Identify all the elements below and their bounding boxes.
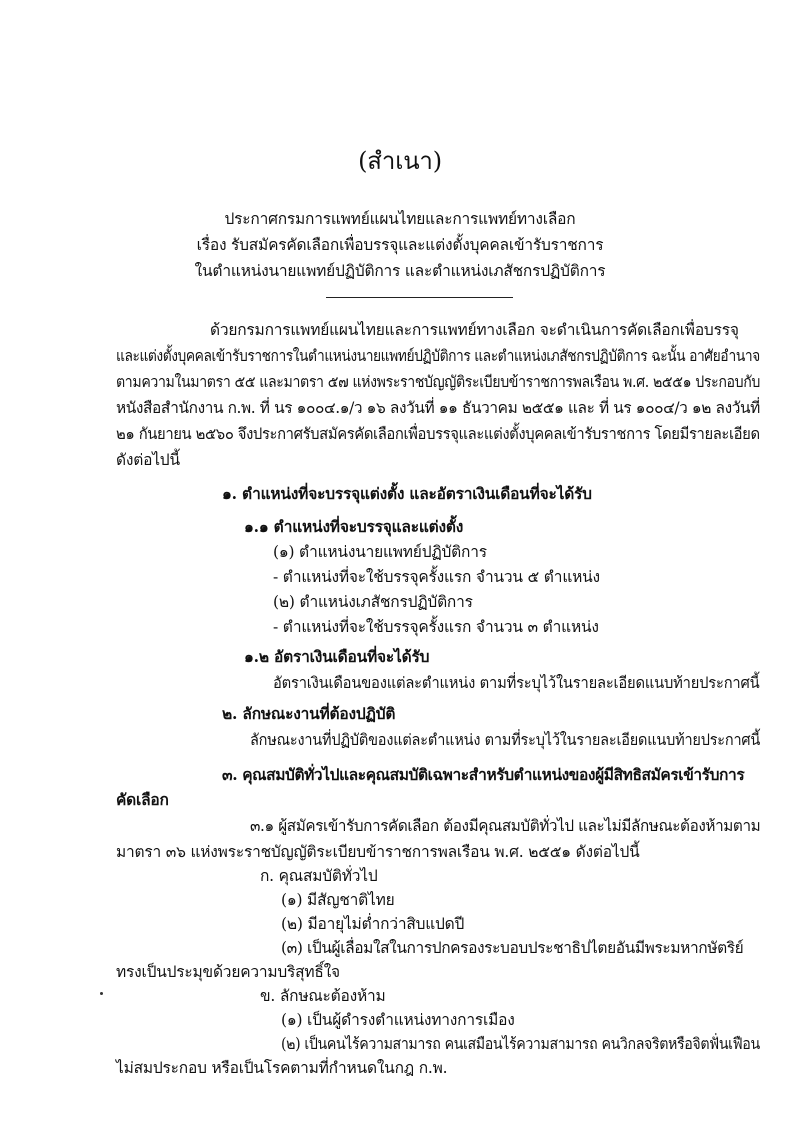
section-2-text: ลักษณะงานที่ปฏิบัติของแต่ละตำแหน่ง ตามที่ระบุไว้ในรายละเอียดแนบท้ายประกาศนี้ [250,731,761,749]
position-2: (๒) ตำแหน่งเภสัชกรปฏิบัติการ [273,593,473,611]
prohibition-2-line-1: (๒) เป็นคนไร้ความสามารถ คนเสมือนไร้ความสามารถ คนวิกลจริตหรือจิตฟั่นเฟือน [281,1035,760,1053]
section-1-1-heading: ๑.๑ ตำแหน่งที่จะบรรจุและแต่งตั้ง [244,517,464,536]
prohibition-1: (๑) เป็นผู้ดำรงตำแหน่งทางการเมือง [281,1011,515,1029]
position-2-count: - ตำแหน่งที่จะใช้บรรจุครั้งแรก จำนวน ๓ ตำแหน่ง [273,618,599,636]
position-1-count: - ตำแหน่งที่จะใช้บรรจุครั้งแรก จำนวน ๕ ตำแหน่ง [273,568,600,586]
section-3-heading-line-2: คัดเลือก [116,790,169,809]
intro-line-3: ตามความในมาตรา ๕๕ และมาตรา ๕๗ แห่งพระราชบัญญัติระเบียบข้าราชการพลเรือน พ.ศ. ๒๕๕๑ ประกอบกับ [116,373,761,391]
intro-line-4: หนังสือสำนักงาน ก.พ. ที่ นร ๑๐๐๔.๑/ว ๑๖ ลงวันที่ ๑๑ ธันวาคม ๒๕๕๑ และ ที่ นร ๑๐๐๔/ว ๑๒ ลงวันที่ [116,399,760,417]
qualification-3-line-2: ทรงเป็นประมุขด้วยความบริสุทธิ์ใจ [116,963,340,981]
section-1-2-heading: ๑.๒ อัตราเงินเดือนที่จะได้รับ [244,647,430,666]
header-line-3: ในตำแหน่งนายแพทย์ปฏิบัติการ และตำแหน่งเภสัชกรปฏิบัติการ [194,262,606,280]
scan-speck [100,992,103,995]
section-3-1-line-2: มาตรา ๓๖ แห่งพระราชบัญญัติระเบียบข้าราชการพลเรือน พ.ศ. ๒๕๕๑ ดังต่อไปนี้ [116,843,640,861]
copy-label: (สำเนา) [358,147,442,175]
intro-line-1: ด้วยกรมการแพทย์แผนไทยและการแพทย์ทางเลือก จะดำเนินการคัดเลือกเพื่อบรรจุ [210,321,739,339]
intro-line-2: และแต่งตั้งบุคคลเข้ารับราชการในตำแหน่งนายแพทย์ปฏิบัติการ และตำแหน่งเภสัชกรปฏิบัติการ ฉะนั้น อาศัยอำนาจ [116,347,760,365]
prohibitions-heading: ข. ลักษณะต้องห้าม [260,987,386,1005]
qualification-1: (๑) มีสัญชาติไทย [281,891,395,909]
section-1-heading: ๑. ตำแหน่งที่จะบรรจุแต่งตั้ง และอัตราเงินเดือนที่จะได้รับ [222,484,592,503]
prohibition-2-line-2: ไม่สมประกอบ หรือเป็นโรคตามที่กำหนดในกฎ ก.พ. [116,1059,448,1077]
header-line-1: ประกาศกรมการแพทย์แผนไทยและการแพทย์ทางเลือก [224,210,576,228]
salary-text: อัตราเงินเดือนของแต่ละตำแหน่ง ตามที่ระบุไว้ในรายละเอียดแนบท้ายประกาศนี้ [273,674,760,692]
qualification-2: (๒) มีอายุไม่ต่ำกว่าสิบแปดปี [281,915,465,933]
section-3-1-line-1: ๓.๑ ผู้สมัครเข้ารับการคัดเลือก ต้องมีคุณสมบัติทั่วไป และไม่มีลักษณะต้องห้ามตาม [250,817,761,835]
intro-line-5: ๒๑ กันยายน ๒๕๖๐ จึงประกาศรับสมัครคัดเลือกเพื่อบรรจุและแต่งตั้งบุคคลเข้ารับราชการ โดยมีรายละเอียด [116,425,760,443]
intro-line-6: ดังต่อไปนี้ [116,451,180,469]
section-3-heading-line-1: ๓. คุณสมบัติทั่วไปและคุณสมบัติเฉพาะสำหรับตำแหน่งของผู้มีสิทธิสมัครเข้ารับการ [222,765,745,784]
header-divider [326,297,513,298]
general-qualifications-heading: ก. คุณสมบัติทั่วไป [260,867,378,885]
section-2-heading: ๒. ลักษณะงานที่ต้องปฏิบัติ [222,704,396,723]
position-1: (๑) ตำแหน่งนายแพทย์ปฏิบัติการ [273,543,487,561]
header-line-2: เรื่อง รับสมัครคัดเลือกเพื่อบรรจุและแต่งตั้งบุคคลเข้ารับราชการ [196,236,604,254]
qualification-3-line-1: (๓) เป็นผู้เลื่อมใสในการปกครองระบอบประชาธิปไตยอันมีพระมหากษัตริย์ [281,939,744,957]
